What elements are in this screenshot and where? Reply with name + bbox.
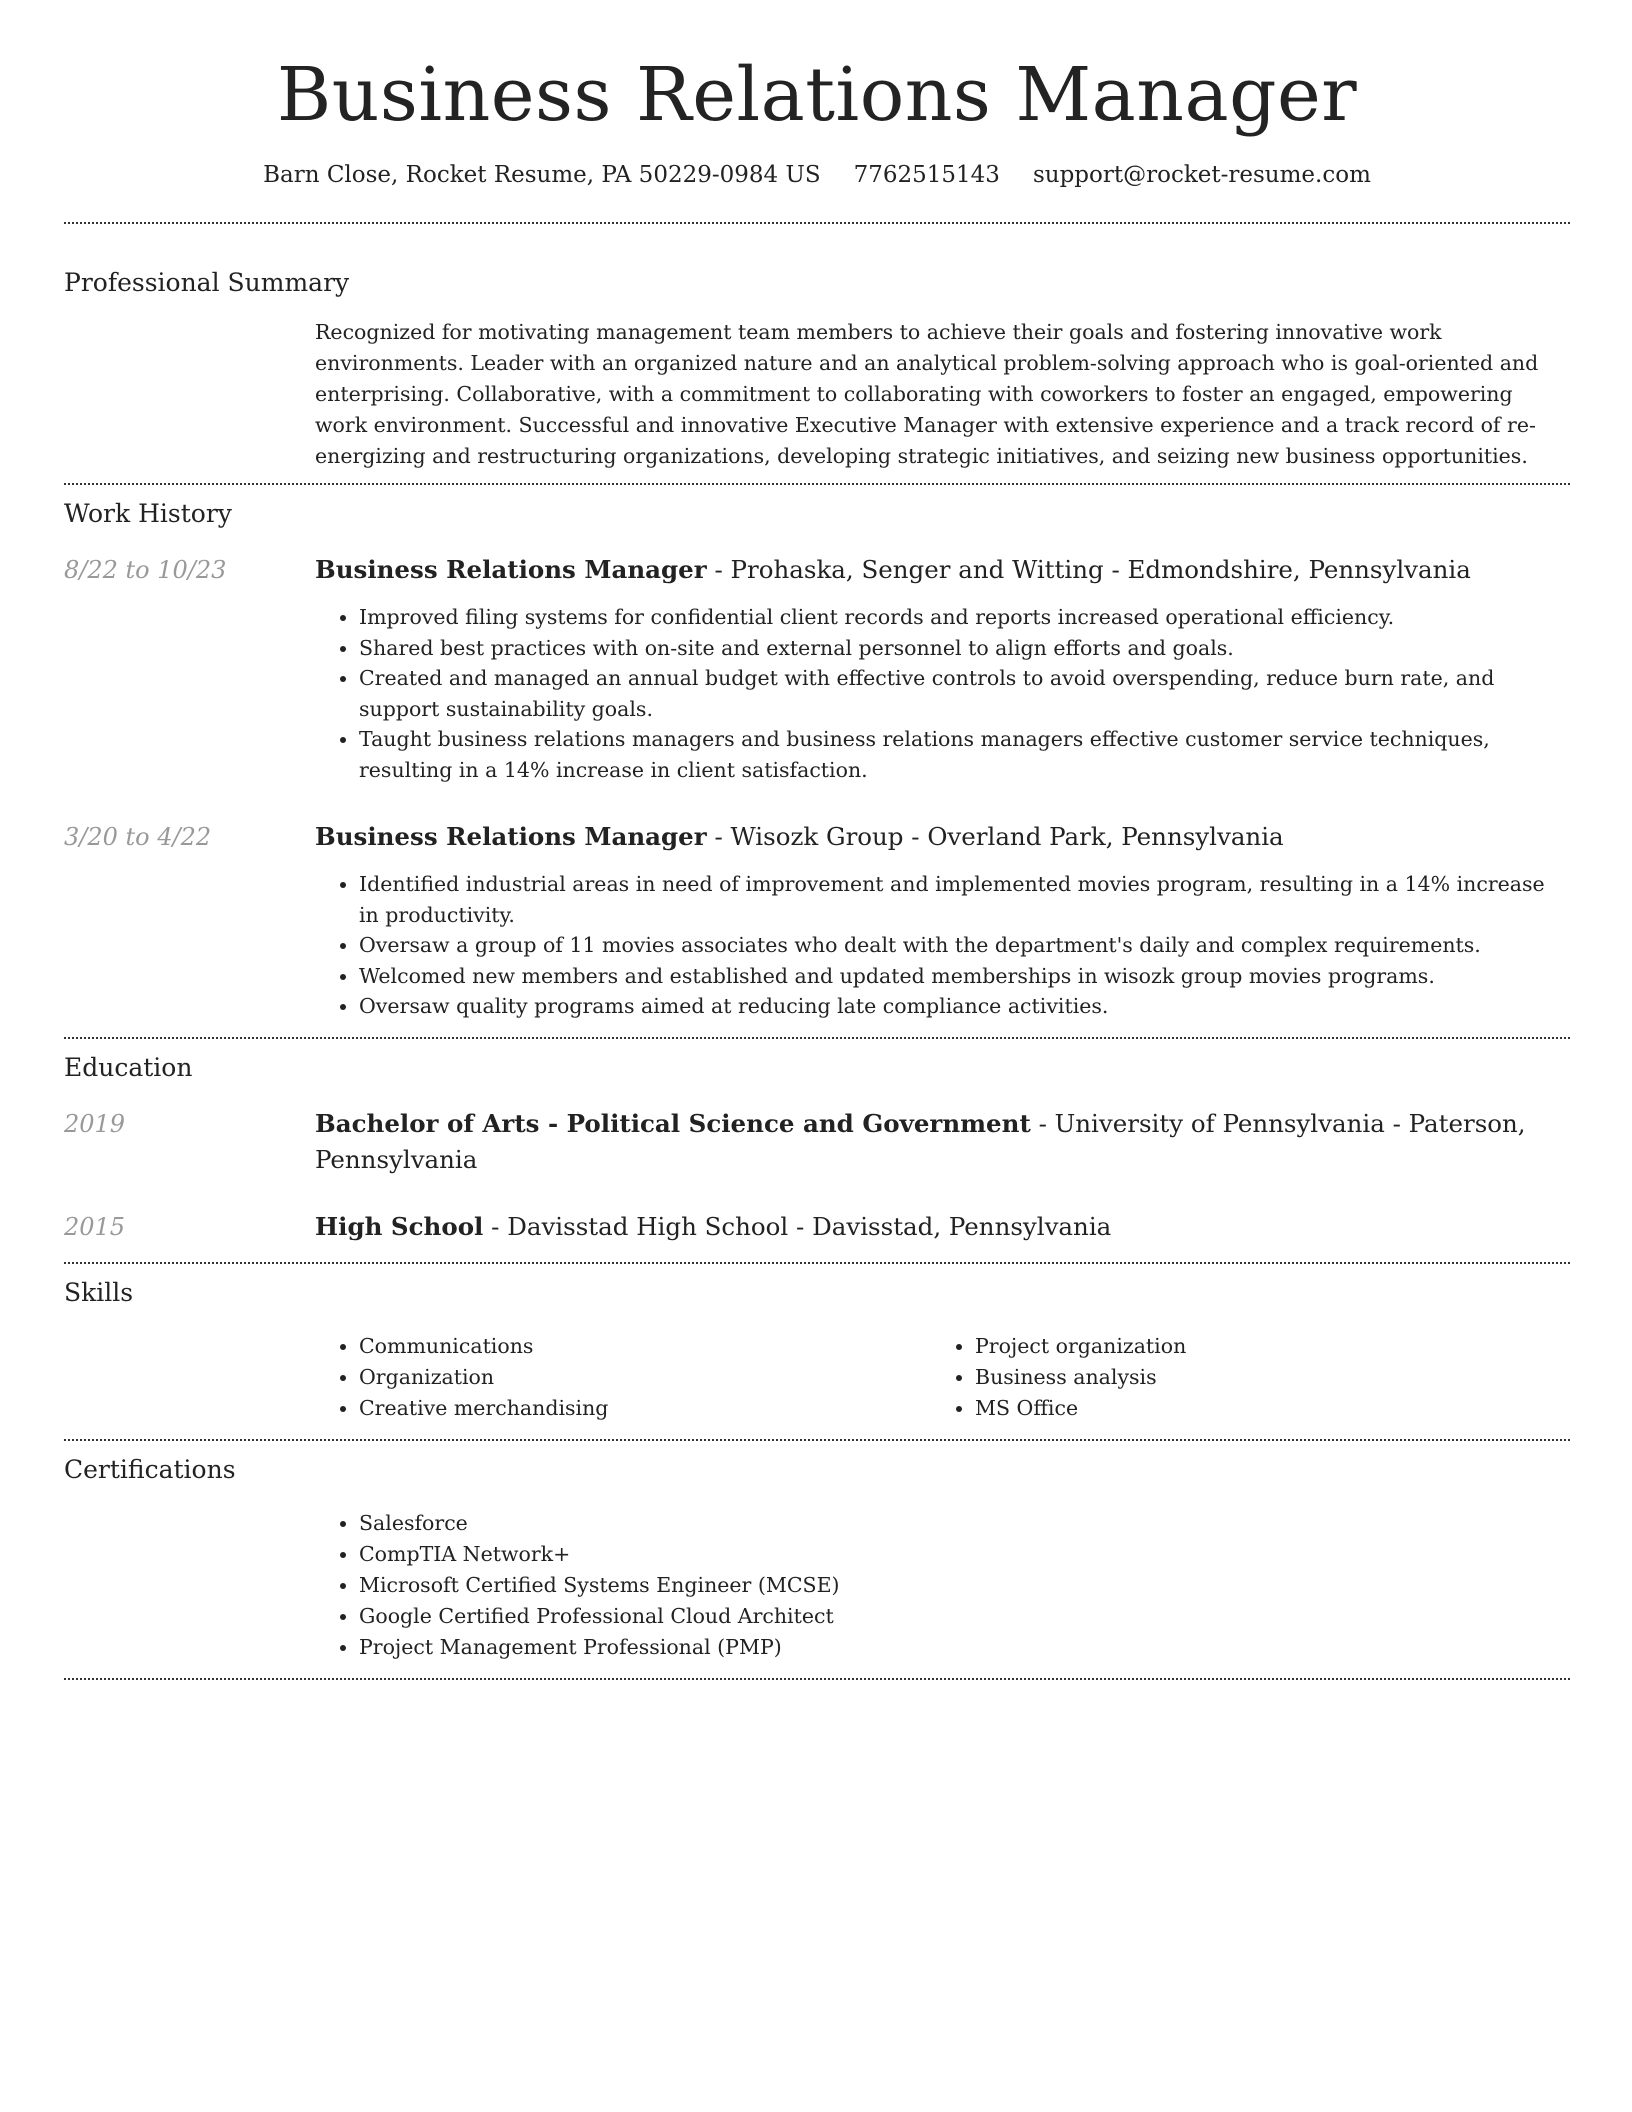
- list-item: • Salesforce: [359, 1508, 1570, 1539]
- certifications-section: [64, 1455, 1570, 1663]
- certifications-list: [315, 1508, 1570, 1663]
- divider: [64, 1439, 1570, 1441]
- address-text: Barn Close, Rocket Resume, PA 50229-0984 US: [263, 162, 821, 188]
- section-title-certifications: Certifications: [64, 1454, 236, 1484]
- list-item: • Taught business relations managers and business relations managers effective customer service techniques, resulting in a 14% increase in client satisfaction.: [359, 724, 1570, 785]
- list-item: • Communications: [359, 1331, 931, 1362]
- section-title-education: Education: [64, 1052, 193, 1082]
- job-entry: [64, 819, 1570, 1022]
- job-heading: [315, 552, 1570, 588]
- list-item: • CompTIA Network+: [359, 1539, 1570, 1570]
- contact-line: [64, 162, 1570, 188]
- education-entry: [64, 1106, 1570, 1178]
- divider: [64, 483, 1570, 485]
- phone-text: 7762515143: [853, 162, 1000, 188]
- list-item: • Creative merchandising: [359, 1393, 931, 1424]
- list-item: • Welcomed new members and established and updated memberships in wisozk group movies programs.: [359, 961, 1570, 992]
- list-item: • Project Management Professional (PMP): [359, 1632, 1570, 1663]
- work-history-section: [64, 499, 1570, 1022]
- job-dates: 3/20 to 4/22: [64, 823, 212, 851]
- list-item: • Created and managed an annual budget with effective controls to avoid overspending, reduce burn rate, and support sustainability goals.: [359, 663, 1570, 724]
- education-degree: High School: [315, 1211, 484, 1241]
- divider: [64, 1262, 1570, 1264]
- education-section: [64, 1053, 1570, 1245]
- resume-page: [64, 0, 1570, 1680]
- education-degree: Bachelor of Arts - Political Science and Government: [315, 1108, 1031, 1138]
- education-details: - University of Pennsylvania - Paterson, Pennsylvania: [315, 1108, 1526, 1174]
- job-body: [315, 819, 1570, 1022]
- job-body: [315, 552, 1570, 785]
- list-item: • Improved filing systems for confidential client records and reports increased operational efficiency.: [359, 602, 1570, 633]
- section-title-summary: Professional Summary: [64, 268, 350, 297]
- candidate-name: Business Relations Manager: [276, 52, 1358, 138]
- education-heading: [315, 1209, 1570, 1245]
- list-item: • Microsoft Certified Systems Engineer (MCSE): [359, 1570, 1570, 1601]
- education-details: - Davisstad High School - Davisstad, Pennsylvania: [483, 1211, 1112, 1241]
- job-entry: [64, 552, 1570, 785]
- email-text: support@rocket-resume.com: [1032, 162, 1371, 188]
- job-dates: 8/22 to 10/23: [64, 556, 227, 584]
- education-heading: [315, 1106, 1570, 1178]
- list-item: • Project organization: [975, 1331, 1547, 1362]
- job-heading: [315, 819, 1570, 855]
- education-entry: [64, 1209, 1570, 1245]
- skills-column: [931, 1331, 1547, 1424]
- summary-text: Recognized for motivating management team members to achieve their goals and fostering innovative work environments. Leader with an organized nature and an analytical problem-solving approach who is goal-oriented and enterprising. Collaborative, with a commitment to collaborating with coworkers to foster an engaged, empowering work environment. Successful and innovative Executive Manager with extensive experience and a track record of re-energizing and restructuring organizations, developing strategic initiatives, and seizing new business opportunities.: [315, 320, 1539, 468]
- list-item: • Oversaw quality programs aimed at reducing late compliance activities.: [359, 991, 1570, 1022]
- list-item: • Oversaw a group of 11 movies associates who dealt with the department's daily and complex requirements.: [359, 930, 1570, 961]
- divider: [64, 1678, 1570, 1680]
- job-details: - Wisozk Group - Overland Park, Pennsylvania: [706, 822, 1284, 851]
- skills-grid: [315, 1331, 1570, 1424]
- job-details: - Prohaska, Senger and Witting - Edmondshire, Pennsylvania: [706, 555, 1471, 584]
- education-year: 2015: [64, 1212, 126, 1241]
- education-year: 2019: [64, 1109, 126, 1138]
- list-item: • Organization: [359, 1362, 931, 1393]
- divider: [64, 222, 1570, 224]
- job-role: Business Relations Manager: [315, 822, 707, 851]
- list-item: • Business analysis: [975, 1362, 1547, 1393]
- job-role: Business Relations Manager: [315, 555, 707, 584]
- summary-section: [64, 268, 1570, 472]
- job-bullets: [315, 869, 1570, 1022]
- skills-section: [64, 1278, 1570, 1424]
- list-item: • Identified industrial areas in need of improvement and implemented movies program, resulting in a 14% increase in productivity.: [359, 869, 1570, 930]
- skills-column: [315, 1331, 931, 1424]
- list-item: • MS Office: [975, 1393, 1547, 1424]
- section-title-skills: Skills: [64, 1277, 134, 1307]
- divider: [64, 1037, 1570, 1039]
- list-item: • Shared best practices with on-site and external personnel to align efforts and goals.: [359, 633, 1570, 664]
- job-bullets: [315, 602, 1570, 785]
- section-title-work: Work History: [64, 499, 232, 528]
- list-item: • Google Certified Professional Cloud Architect: [359, 1601, 1570, 1632]
